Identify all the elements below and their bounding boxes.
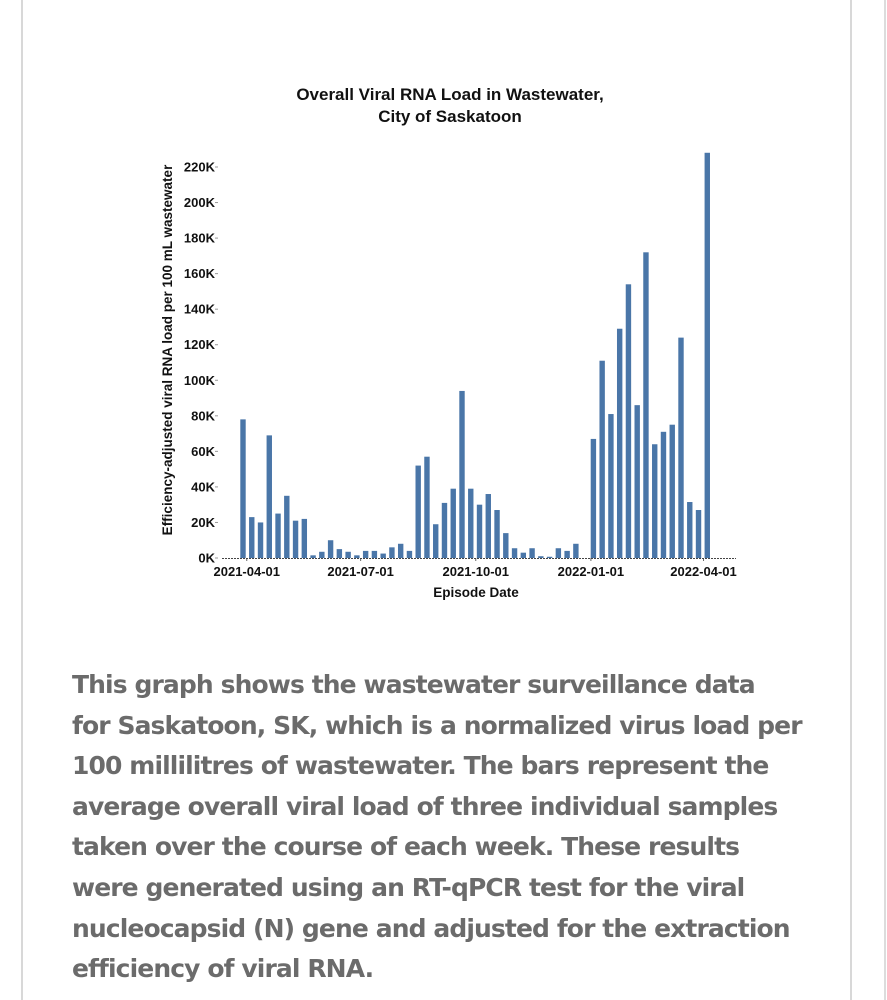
bar (398, 544, 403, 558)
caption-line: average overall viral load of three individual samples (72, 791, 778, 821)
y-tick-label: 40K (191, 479, 215, 495)
bar (626, 284, 631, 558)
bar (319, 552, 324, 558)
bar (424, 457, 429, 558)
bar (529, 548, 534, 558)
y-tick-label: 100K (183, 372, 215, 388)
y-tick-label: 180K (183, 230, 215, 246)
bars-group (240, 153, 710, 558)
chart-subtitle: City of Saskatoon (378, 107, 522, 126)
y-tick-label: 140K (183, 301, 215, 317)
bar (652, 444, 657, 558)
y-tick-label: 20K (191, 514, 215, 530)
y-tick-label: 160K (183, 266, 215, 282)
bar (494, 510, 499, 558)
x-tick-label: 2021-07-01 (327, 564, 394, 579)
chart-title: Overall Viral RNA Load in Wastewater, (296, 85, 604, 104)
x-axis-label: Episode Date (433, 585, 519, 600)
caption-line: This graph shows the wastewater surveillance data (72, 670, 755, 699)
bar (468, 489, 473, 558)
bar (635, 405, 640, 558)
caption-line: taken over the course of each week. These results (72, 832, 740, 862)
bar (503, 533, 508, 558)
y-tick-label: 0K (198, 550, 215, 566)
x-tick-label: 2022-04-01 (670, 564, 737, 579)
bar (564, 551, 569, 558)
caption-line: nucleocapsid (N) gene and adjusted for the extraction (72, 913, 790, 943)
bar (670, 425, 675, 558)
bar (556, 548, 561, 558)
caption-line: were generated using an RT-qPCR test for the viral (72, 872, 745, 902)
bar (442, 503, 447, 558)
bar (240, 419, 245, 558)
bar (591, 439, 596, 558)
y-tick-label: 120K (183, 337, 215, 353)
bar (433, 524, 438, 558)
x-axis (214, 558, 737, 579)
bar (293, 521, 298, 558)
bar (678, 338, 683, 558)
x-tick-label: 2022-01-01 (557, 564, 625, 579)
bar (687, 502, 692, 558)
bar (354, 555, 359, 558)
caption-line: 100 millilitres of wastewater. The bars represent the (72, 751, 769, 781)
bar (512, 548, 517, 558)
bar (249, 517, 254, 558)
x-tick-label: 2021-04-01 (213, 564, 281, 579)
bar (372, 551, 377, 558)
y-tick-label: 220K (183, 159, 215, 175)
x-tick-label: 2021-10-01 (442, 564, 510, 579)
bar (451, 489, 456, 558)
y-tick-label: 200K (183, 195, 215, 211)
bar (302, 519, 307, 558)
bar (538, 556, 543, 558)
bar (661, 432, 666, 558)
bar (573, 544, 578, 558)
bar (486, 494, 491, 558)
y-tick-label: 60K (191, 443, 215, 459)
y-axis (184, 160, 218, 566)
bar (416, 466, 421, 558)
bar (407, 551, 412, 558)
bar (328, 540, 333, 558)
bar (696, 510, 701, 558)
caption-line: for Saskatoon, SK, which is a normalized virus load per (72, 710, 802, 740)
chart-description (72, 665, 832, 990)
bar (284, 496, 289, 558)
bar (643, 252, 648, 558)
y-axis-label: Efficiency-adjusted viral RNA load per 100 mL wastewater (160, 164, 175, 536)
y-tick-label: 80K (191, 408, 215, 424)
bar (337, 549, 342, 558)
bar (363, 551, 368, 558)
bar (258, 522, 263, 558)
bar (617, 329, 622, 558)
bar (275, 514, 280, 558)
bar (705, 153, 710, 558)
bar (380, 554, 385, 558)
bar (608, 414, 613, 558)
bar (310, 555, 315, 558)
bar (267, 435, 272, 558)
caption-line: efficiency of viral RNA. (72, 954, 374, 984)
bar (459, 391, 464, 558)
bar (345, 552, 350, 558)
bar (389, 547, 394, 558)
bar (521, 553, 526, 558)
bar (599, 361, 604, 558)
bar (547, 557, 552, 558)
bar (477, 505, 482, 558)
